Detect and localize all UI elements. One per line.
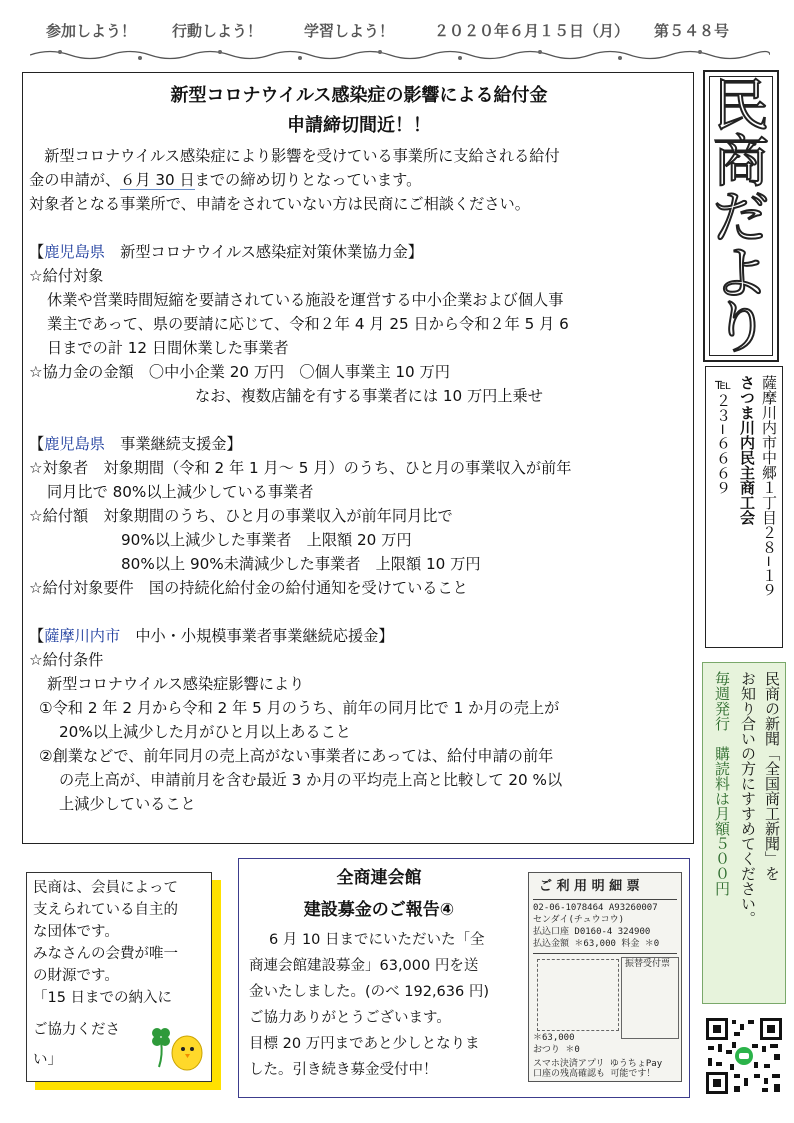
s1-line: ☆給付対象 [29, 267, 104, 285]
s1-line: 業主であって、県の要請に応じて、令和２年 4 月 25 日から令和２年 5 月 6 [47, 315, 569, 333]
note-line: の財源です。 [33, 968, 119, 984]
s2-line: ☆対象者 対象期間（令和 2 年 1 月～ 5 月）のうち、ひと月の事業収入が前年 [29, 459, 572, 477]
clover-chick-icon [147, 1023, 205, 1073]
masthead-char: よ [713, 242, 769, 307]
masthead-char: だ [713, 186, 769, 251]
receipt-row: 払込金額 ＊63,000 料金 ＊0 [533, 939, 660, 949]
s2-line: ☆給付額 対象期間のうち、ひと月の事業収入が前年同月比で [29, 507, 453, 525]
header-bar [40, 14, 760, 50]
masthead-char: り [713, 296, 769, 361]
masthead-logo [703, 70, 779, 362]
s1-line: ☆協力金の金額 〇中小企業 20 万円 〇個人事業主 10 万円 [29, 363, 450, 381]
masthead-char: 民 [713, 74, 769, 139]
fund-line: 6 月 10 日までにいただいた「全 [269, 932, 485, 948]
slogan-act: 行動しよう！ [172, 22, 263, 40]
s2-line: ☆給付対象要件 国の持続化給付金の給付通知を受けていること [29, 579, 468, 597]
fund-line: した。引き続き募金受付中！ [249, 1062, 438, 1078]
phone-number: ℡２３−６６６９ [714, 375, 732, 496]
promo-line: 毎週発行 購読料は月額５００円 [713, 671, 731, 896]
issue-number: 第５４８号 [654, 22, 730, 40]
promo-line: 民商の新聞「全国商工新聞」を [763, 671, 781, 881]
deadline-date: ６月 30 日 [120, 171, 195, 189]
note-line: 民商は、会員によって [33, 880, 178, 896]
receipt-row: おつり ＊0 [533, 1045, 580, 1055]
s3-line: 新型コロナウイルス感染症影響により [47, 675, 305, 693]
note-line: 「15 日までの納入に [33, 990, 173, 1006]
s3-line: ①令和 2 年 2 月から令和 2 年 5 月のうち、前年の同月比で 1 か月の売上が [39, 699, 560, 717]
s2-line: 同月比で 80%以上減少している事業者 [47, 483, 314, 501]
receipt-row: センダイ(チュウコウ) [533, 915, 625, 925]
fund-line: ご協力ありがとうございます。 [249, 1010, 451, 1026]
intro-line-1: 新型コロナウイルス感染症により影響を受けている事業所に支給される給付 [29, 147, 560, 165]
s3-line: ☆給付条件 [29, 651, 104, 669]
s2-line: 80%以上 90%未満減少した事業者 上限額 10 万円 [121, 555, 481, 573]
receipt-heading: ご 利 用 明 細 票 [539, 879, 640, 894]
promo-line: お知り合いの方にすすめてください。 [739, 671, 757, 926]
section-heading-kagoshima-keizoku: 【鹿児島県 事業継続支援金】 [29, 435, 242, 453]
address-line: 薩摩川内市中郷１丁目２８−１９ [760, 375, 778, 598]
fund-subtitle: 建設募金のご報告④ [303, 900, 455, 920]
article-title: 新型コロナウイルス感染症の影響による給付金 [170, 85, 548, 106]
newspaper-promo [702, 662, 786, 1004]
issue-date: ２０２０年６月１５日（月） [434, 22, 630, 40]
s1-line: 日までの計 12 日間休業した事業者 [47, 339, 289, 357]
slogan-learn: 学習しよう！ [304, 22, 395, 40]
note-line: みなさんの会費が唯一 [33, 946, 178, 962]
receipt-row: 払込口座 D0160-4 324900 [533, 927, 651, 937]
slogan-participate: 参加しよう！ [46, 22, 137, 40]
organization-name: さつま川内民主商工会 [738, 375, 756, 525]
fund-title: 全商連会館 [336, 868, 422, 888]
section-heading-satsumasendai: 【薩摩川内市 中小・小規模事業者事業継続応援金】 [29, 627, 394, 645]
note-line: な団体です。 [33, 924, 119, 940]
receipt-row: スマホ決済アプリ ゆうちょPay [533, 1059, 663, 1069]
s3-line: の売上高が、申請前月を含む最近 3 か月の平均売上高と比較して 20 %以 [59, 771, 563, 789]
s1-line: 休業や営業時間短縮を要請されている施設を運営する中小企業および個人事 [47, 291, 564, 309]
receipt-row: 振替受付票 [625, 959, 671, 969]
receipt-image [528, 872, 682, 1082]
intro-line-2: 金の申請が、６月 30 日までの締め切りとなっています。 [29, 171, 422, 189]
s3-line: ②創業などで、前年同月の売上高がない事業者にあっては、給付申請の前年 [39, 747, 554, 765]
receipt-row: 口座の残高確認も 可能です！ [533, 1069, 656, 1079]
s3-line: 上減少していること [59, 795, 196, 813]
main-article [22, 72, 694, 844]
vine-divider [30, 48, 770, 62]
fund-line: 目標 20 万円まであと少しとなりま [249, 1036, 480, 1052]
note-line: ご協力くださ [33, 1022, 120, 1038]
membership-note [26, 872, 212, 1082]
note-line: 支えられている自主的 [33, 902, 178, 918]
s3-line: 20%以上減少した月がひと月以上あること [59, 723, 351, 741]
section-heading-kagoshima-kyogyo: 【鹿児島県 新型コロナウイルス感染症対策休業協力金】 [29, 243, 423, 261]
fund-line: 金いたしました。(のべ 192,636 円) [249, 984, 489, 1000]
qr-code[interactable] [704, 1016, 784, 1096]
receipt-row: 02-06-1078464 A93260007 [533, 903, 658, 913]
article-subtitle: 申請締切間近！！ [287, 115, 431, 136]
receipt-row: ＊63,000 [533, 1033, 575, 1043]
masthead-char: 商 [713, 130, 769, 195]
s2-line: 90%以上減少した事業者 上限額 20 万円 [121, 531, 412, 549]
fund-line: 商連会館建設募金」63,000 円を送 [249, 958, 479, 974]
intro-line-3: 対象者となる事業所で、申請をされていない方は民商にご相談ください。 [29, 195, 530, 213]
s1-line: なお、複数店舗を有する事業者には 10 万円上乗せ [195, 387, 543, 405]
publisher-address [705, 366, 783, 648]
note-line: い」 [33, 1052, 62, 1068]
